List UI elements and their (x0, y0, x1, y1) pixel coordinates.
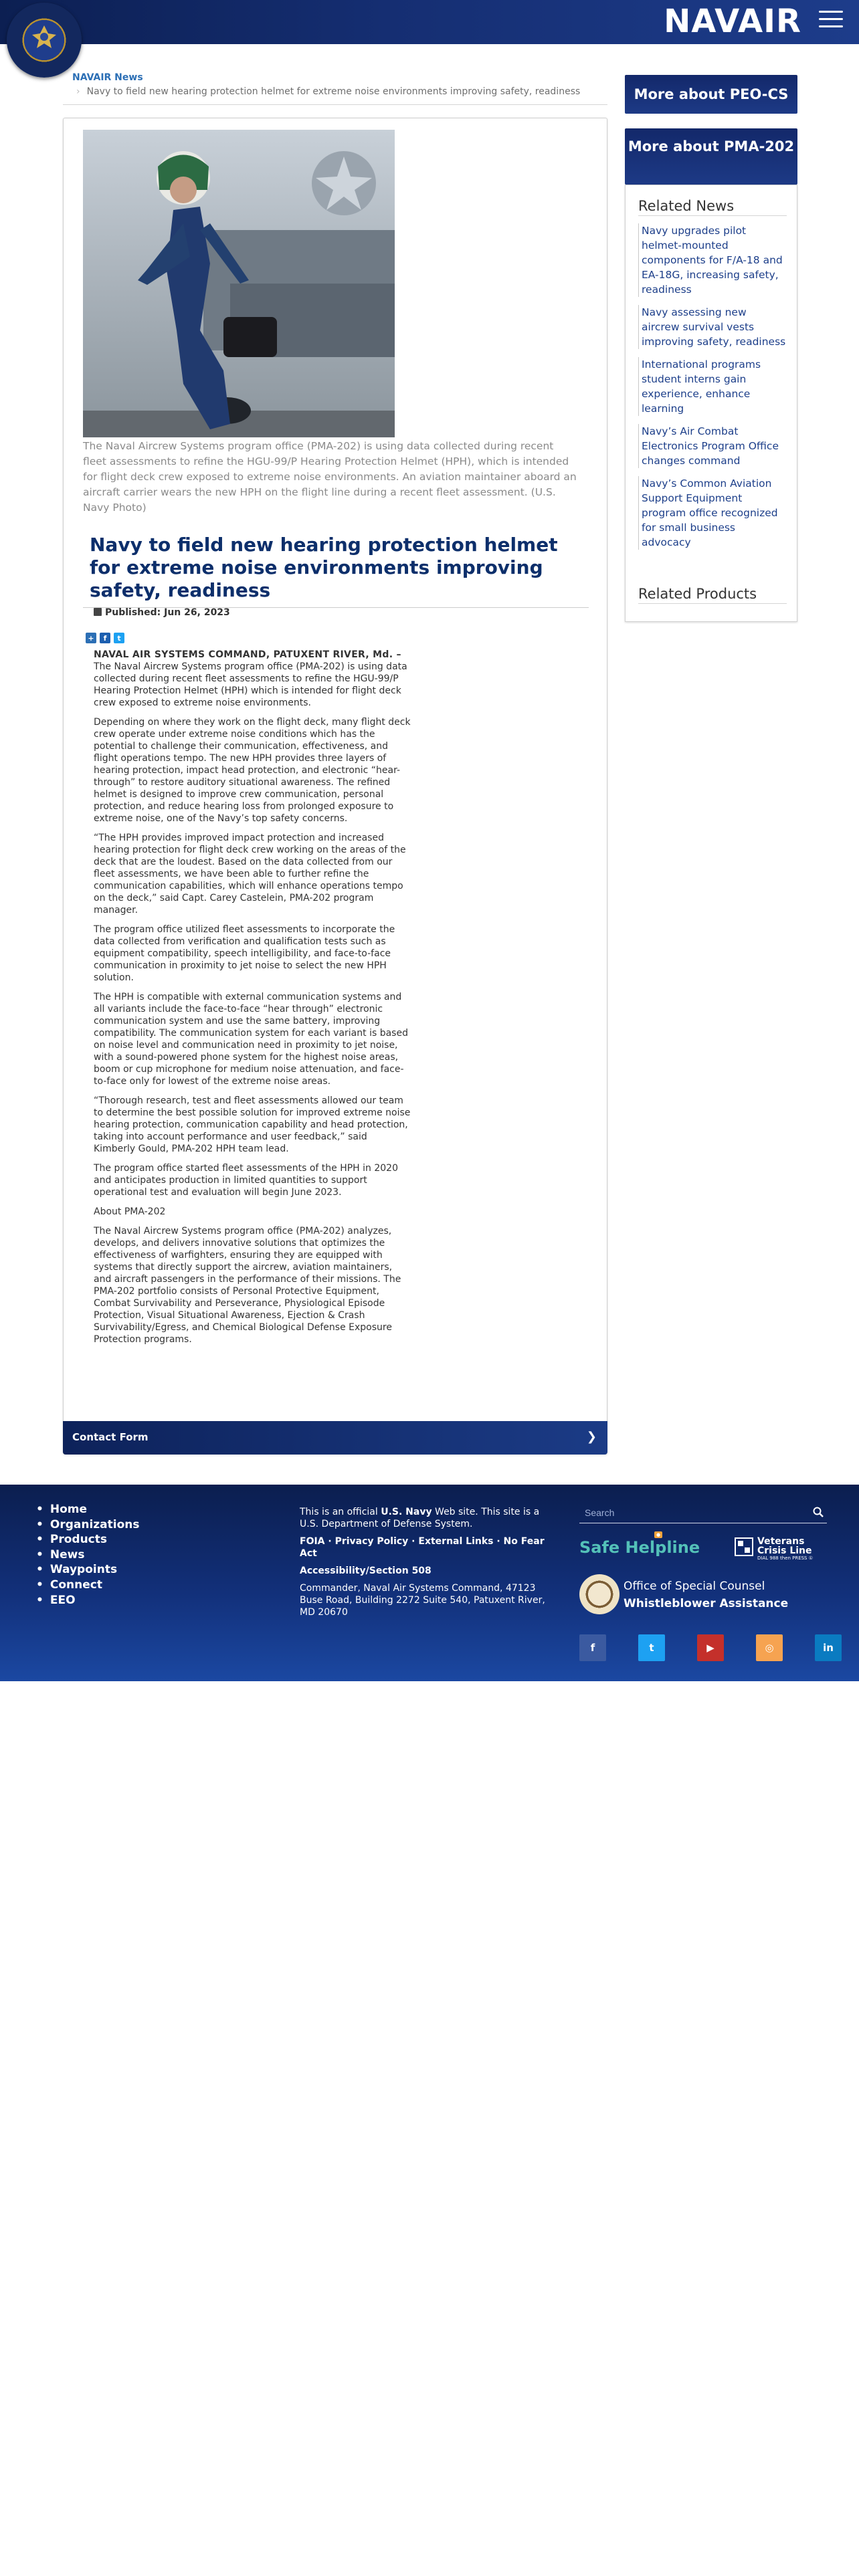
article-body (94, 649, 411, 1353)
accessibility-link[interactable]: Accessibility/Section 508 (300, 1566, 432, 1576)
hamburger-menu-icon[interactable] (819, 11, 843, 32)
article-paragraph: The program office started fleet assessments of the HPH in 2020 and anticipates production in limited quantities to support operational test and evaluation will begin June 2023. (94, 1163, 398, 1198)
footer-address: Commander, Naval Air Systems Command, 47123 Buse Road, Building 2272 Suite 540, Patuxent River, MD 20670 (300, 1583, 545, 1618)
chevron-right-icon: ❯ (586, 1430, 597, 1444)
photo-caption: The Naval Aircrew Systems program office (PMA-202) is using data collected during recent fleet assessments to refine the HGU-99/P Hearing Protection Helmet (HPH), which is intended for flight deck crew exposed to extreme noise environments. An aviation maintainer aboard an aircraft carrier wears the new HPH on the flight line during a recent fleet assessment. (U.S. Navy Photo) (83, 440, 577, 514)
share-plus-icon[interactable]: + (86, 633, 96, 643)
article-title-block (83, 532, 589, 608)
site-footer (0, 1485, 859, 1681)
footer-info (300, 1506, 551, 1624)
related-news-link[interactable]: International programs student interns gain experience, enhance learning (638, 357, 787, 416)
footer-link-organizations[interactable]: • Organizations (36, 1517, 140, 1533)
related-products-heading: Related Products (638, 586, 787, 604)
more-about-peo-cs-button[interactable]: More about PEO-CS (625, 75, 797, 114)
twitter-share-icon[interactable]: t (114, 633, 124, 643)
article-title: Navy to field new hearing protection helmet for extreme noise environments improving safety, readiness (90, 534, 558, 601)
article-dateline: NAVAL AIR SYSTEMS COMMAND, PATUXENT RIVER, Md. – (94, 649, 401, 660)
flag-icon (735, 1537, 753, 1557)
contact-form-label: Contact Form (72, 1431, 149, 1443)
more-about-pma-202-button[interactable]: More about PMA-202 (625, 128, 797, 185)
related-news-link[interactable]: Navy’s Common Aviation Support Equipment program office recognized for small business advocacy (638, 476, 787, 550)
search-input[interactable] (579, 1503, 800, 1522)
linkedin-icon[interactable]: in (815, 1634, 842, 1661)
article-paragraph: The program office utilized fleet assessments to incorporate the data collected from verification and qualification tests such as equipment compatibility, speech intelligibility, and face-to-face communication in proximity to jet noise to select the new HPH solution. (94, 924, 395, 983)
safe-helpline-logo[interactable]: Safe Helpline ● (579, 1532, 700, 1557)
about-heading: About PMA-202 (94, 1206, 166, 1217)
related-news-link[interactable]: Navy upgrades pilot helmet-mounted components for F/A-18 and EA-18G, increasing safety, readiness (638, 223, 787, 297)
article-paragraph: The HPH is compatible with external communication systems and all variants include the face-to-face “hear through” electronic communication system and use the same battery, improving compatibility. The communication system for each variant is based on noise level and communication need in proximity to jet noise, with a sound-powered phone system for the highest noise areas, boom or cup microphone for medium noise attenuation, and face-to-face only for lowest of the extreme noise areas. (94, 992, 408, 1087)
footer-link-products[interactable]: • Products (36, 1532, 140, 1547)
footer-nav (36, 1502, 140, 1608)
contact-form-toggle[interactable] (63, 1421, 607, 1455)
osc-title[interactable]: Office of Special Counsel (624, 1580, 765, 1593)
footer-search (579, 1503, 827, 1523)
share-icons (86, 633, 124, 643)
helpline-badge: ● (654, 1531, 662, 1538)
eagle-icon (31, 23, 58, 49)
navair-brand[interactable]: NAVAIR (664, 3, 801, 40)
footer-link-connect[interactable]: • Connect (36, 1578, 140, 1593)
footer-link-home[interactable]: • Home (36, 1502, 140, 1517)
related-news-link[interactable]: Navy assessing new aircrew survival vests improving safety, readiness (638, 305, 787, 349)
veterans-crisis-line-logo[interactable]: Veterans Crisis Line DIAL 988 then PRESS ① (735, 1537, 818, 1561)
footer-link-eeo[interactable]: • EEO (36, 1593, 140, 1608)
article-paragraph: “Thorough research, test and fleet assessments allowed our team to determine the best possible solution for improved extreme noise hearing protection, communication capability and head protection, taking into account performance and user feedback,” said Kimberly Gould, PMA-202 HPH team lead. (94, 1095, 411, 1154)
published-label: Published: Jun 26, 2023 (105, 607, 230, 618)
footer-policy-links[interactable]: FOIA · Privacy Policy · External Links · No Fear Act (300, 1536, 545, 1559)
article-paragraph: Depending on where they work on the flight deck, many flight deck crew operate under extreme noise conditions which has the potential to challenge their communication, effectiveness, and flight operations tempo. The new HPH provides three layers of hearing protection, impact head protection, and electronic “hear-through” to restore auditory situational awareness. The refined helmet is designed to improve crew communication, personal protection, and reduce hearing loss from prolonged exposure to extreme noise, one of the Navy’s top safety concerns. (94, 717, 411, 824)
aviation-maintainer-photo (83, 130, 395, 437)
official-site-notice: This is an official U.S. Navy Web site. This site is a U.S. Department of Defense System. (300, 1507, 540, 1529)
social-links (579, 1634, 842, 1661)
search-icon[interactable] (812, 1506, 824, 1518)
article-paragraph: “The HPH provides improved impact protection and increased hearing protection for flight deck crew working on the areas of the deck that are the loudest. Based on the data collected from our fleet assessments, we have been able to further refine the communication capabilities, which will enhance operations tempo on the deck,” said Capt. Carey Castelein, PMA-202 program manager. (94, 833, 406, 916)
related-news-link[interactable]: Navy’s Air Combat Electronics Program Office changes command (638, 424, 787, 468)
site-header (0, 0, 859, 44)
breadcrumb-current: › Navy to field new hearing protection helmet for extreme noise environments improving safety, readiness (76, 86, 580, 97)
related-news-heading: Related News (638, 198, 787, 216)
breadcrumb-home-link[interactable]: NAVAIR News (72, 72, 143, 83)
published-date (94, 607, 230, 618)
article-paragraph: The Naval Aircrew Systems program office (PMA-202) analyzes, develops, and delivers innovative solutions that optimizes the effectiveness of warfighters, ensuring they are equipped with systems that directly support the aircrew, aviation maintainers, and aircraft passengers in the performance of their missions. The PMA-202 portfolio consists of Personal Protective Equipment, Combat Survivability and Perseverance, Physiological Episode Protection, Visual Situational Awareness, Ejection & Crash Survivability/Egress, and Chemical Biological Defense Exposure Protection programs. (94, 1226, 401, 1345)
calendar-icon (94, 608, 102, 616)
twitter-icon[interactable]: t (638, 1634, 665, 1661)
youtube-icon[interactable]: ▶ (697, 1634, 724, 1661)
whistleblower-link[interactable]: Whistleblower Assistance (624, 1597, 789, 1610)
facebook-share-icon[interactable]: f (100, 633, 110, 643)
instagram-icon[interactable]: ◎ (756, 1634, 783, 1661)
article-paragraph: The Naval Aircrew Systems program office (PMA-202) is using data collected during recent fleet assessments to refine the HGU-99/P Hearing Protection Helmet (HPH) which is intended for flight deck crew exposed to extreme noise environments. (94, 661, 407, 708)
footer-link-news[interactable]: • News (36, 1547, 140, 1563)
facebook-icon[interactable]: f (579, 1634, 606, 1661)
article-photo[interactable] (83, 130, 395, 437)
breadcrumb-divider (63, 104, 607, 105)
osc-seal-icon (579, 1574, 619, 1614)
related-news-list (638, 223, 787, 558)
footer-link-waypoints[interactable]: • Waypoints (36, 1562, 140, 1578)
navair-seal-logo[interactable] (7, 3, 82, 78)
